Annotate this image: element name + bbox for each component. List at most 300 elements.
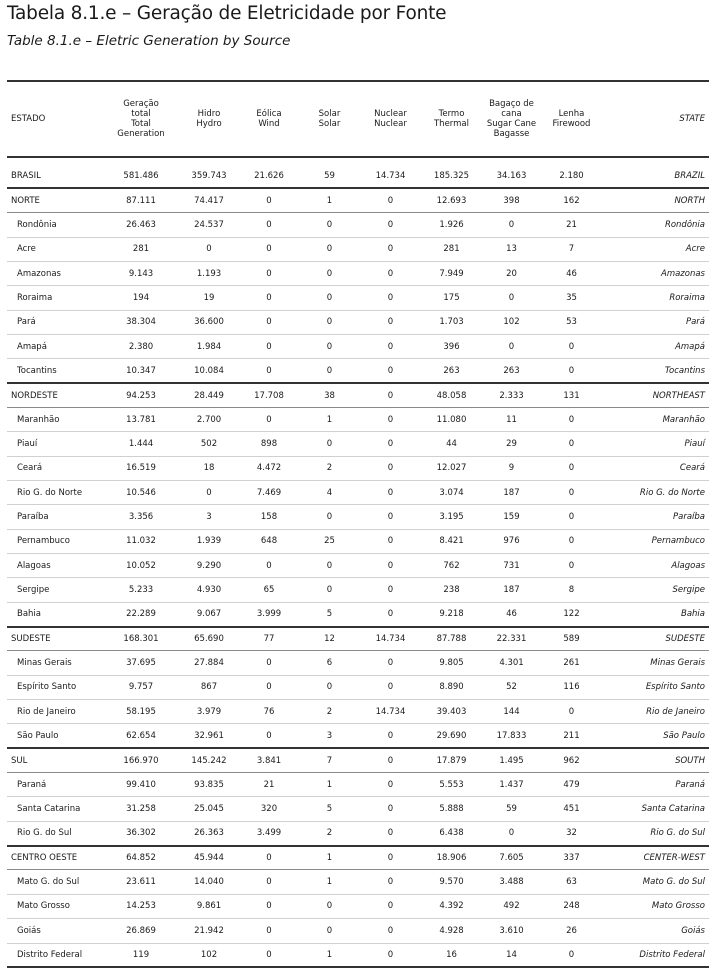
- header-thermal: Termo Thermal: [433, 109, 469, 129]
- cell-firewood: 0: [568, 536, 575, 547]
- cell-pt: Minas Gerais: [17, 658, 72, 669]
- cell-en: Amazonas: [661, 268, 705, 279]
- table-row-state: [7, 919, 709, 943]
- cell-hydro: 102: [200, 949, 218, 960]
- cell-en: São Paulo: [663, 730, 705, 741]
- cell-en: Goiás: [681, 925, 705, 936]
- cell-en: NORTHEAST: [652, 390, 705, 401]
- cell-en: Maranhão: [662, 414, 705, 425]
- cell-en: Bahia: [681, 609, 705, 620]
- table-row-region: [7, 627, 709, 651]
- cell-en: Rio G. do Sul: [650, 828, 705, 839]
- cell-en: Tocantins: [664, 365, 705, 376]
- cell-solar: 1: [326, 779, 333, 790]
- cell-thermal: 12.027: [436, 463, 467, 474]
- table-row-state: [7, 359, 709, 383]
- cell-pt: Espírito Santo: [17, 682, 77, 693]
- cell-thermal: 9.805: [439, 658, 464, 669]
- cell-hydro: 502: [200, 438, 218, 449]
- header-state-en: STATE: [679, 114, 705, 124]
- cell-total: 26.869: [126, 925, 156, 936]
- cell-thermal: 263: [443, 365, 460, 376]
- cell-solar: 7: [326, 755, 333, 766]
- cell-wind: 0: [266, 730, 272, 741]
- cell-wind: 0: [266, 365, 272, 376]
- cell-pt: Mato G. do Sul: [17, 877, 80, 888]
- cell-hydro: 32.961: [194, 730, 224, 741]
- cell-nuclear: 0: [387, 853, 394, 864]
- cell-firewood: 451: [563, 804, 580, 815]
- cell-wind: 3.499: [256, 828, 282, 839]
- cell-total: 1.444: [128, 438, 154, 449]
- cell-solar: 1: [326, 195, 333, 206]
- cell-wind: 0: [266, 949, 272, 960]
- cell-solar: 5: [326, 609, 333, 620]
- cell-thermal: 3.195: [439, 511, 464, 522]
- cell-thermal: 18.906: [436, 853, 467, 864]
- cell-wind: 0: [266, 658, 272, 669]
- cell-bagasse: 59: [506, 804, 517, 815]
- cell-wind: 0: [266, 195, 272, 206]
- cell-total: 26.463: [126, 219, 156, 230]
- cell-solar: 59: [324, 170, 335, 181]
- cell-thermal: 4.392: [439, 901, 464, 912]
- cell-nuclear: 0: [387, 511, 394, 522]
- cell-total: 3.356: [128, 511, 154, 522]
- cell-thermal: 396: [443, 341, 460, 352]
- cell-bagasse: 187: [503, 585, 520, 596]
- cell-pt: São Paulo: [17, 730, 59, 741]
- cell-pt: Rio G. do Norte: [17, 487, 83, 498]
- cell-pt: Amazonas: [17, 268, 61, 279]
- cell-nuclear: 0: [387, 730, 394, 741]
- cell-nuclear: 0: [387, 755, 394, 766]
- cell-bagasse: 1.495: [499, 755, 524, 766]
- cell-total: 10.546: [126, 487, 156, 498]
- cell-pt: Paraná: [17, 779, 47, 790]
- cell-pt: Pará: [17, 317, 36, 328]
- cell-pt: Amapá: [17, 341, 47, 352]
- cell-pt: Goiás: [17, 925, 41, 936]
- cell-firewood: 261: [563, 658, 580, 669]
- cell-hydro: 28.449: [194, 390, 224, 401]
- cell-thermal: 5.888: [439, 804, 464, 815]
- cell-thermal: 8.890: [439, 682, 464, 693]
- table-row-state: [7, 529, 709, 553]
- table-row-state: [7, 943, 709, 967]
- cell-hydro: 74.417: [194, 195, 224, 206]
- cell-hydro: 27.884: [194, 658, 224, 669]
- cell-thermal: 9.218: [439, 609, 464, 620]
- table-row-state: [7, 675, 709, 699]
- cell-pt: Piauí: [17, 438, 38, 449]
- cell-thermal: 175: [443, 292, 460, 303]
- page-title: Tabela 8.1.e – Geração de Eletricidade por Fonte: [7, 3, 447, 24]
- cell-thermal: 29.690: [436, 730, 467, 741]
- cell-hydro: 0: [206, 487, 212, 498]
- cell-total: 94.253: [126, 390, 156, 401]
- header-bagasse: Bagaço de cana Sugar Cane Bagasse: [486, 99, 537, 139]
- table-body: [7, 157, 709, 967]
- cell-en: Rio G. do Norte: [639, 487, 705, 498]
- cell-thermal: 17.879: [436, 755, 467, 766]
- table-row-state: [7, 578, 709, 602]
- cell-bagasse: 34.163: [496, 170, 527, 181]
- cell-en: Mato Grosso: [651, 901, 705, 912]
- cell-thermal: 1.926: [439, 219, 464, 230]
- cell-firewood: 962: [563, 755, 580, 766]
- cell-solar: 4: [326, 487, 333, 498]
- cell-bagasse: 13: [506, 244, 517, 255]
- cell-firewood: 35: [566, 292, 577, 303]
- cell-bagasse: 1.437: [499, 779, 524, 790]
- header-solar: Solar Solar: [318, 109, 341, 129]
- cell-bagasse: 976: [503, 536, 520, 547]
- cell-total: 38.304: [126, 317, 156, 328]
- cell-bagasse: 0: [508, 341, 515, 352]
- cell-wind: 17.708: [254, 390, 284, 401]
- cell-pt: Santa Catarina: [17, 804, 81, 815]
- cell-pt: Acre: [17, 244, 36, 255]
- cell-en: BRAZIL: [674, 170, 705, 181]
- cell-en: Distrito Federal: [639, 949, 705, 960]
- cell-total: 99.410: [126, 779, 156, 790]
- cell-bagasse: 46: [506, 609, 517, 620]
- table-row-state: [7, 310, 709, 334]
- cell-bagasse: 0: [508, 828, 515, 839]
- cell-total: 10.347: [126, 365, 156, 376]
- cell-wind: 21: [263, 779, 275, 790]
- cell-nuclear: 0: [387, 317, 394, 328]
- table-row-state: [7, 237, 709, 261]
- cell-thermal: 39.403: [436, 706, 467, 717]
- cell-thermal: 185.325: [433, 170, 470, 181]
- cell-en: Amapá: [675, 341, 705, 352]
- cell-wind: 0: [266, 853, 272, 864]
- cell-firewood: 21: [566, 219, 577, 230]
- cell-pt: Roraima: [17, 292, 53, 303]
- cell-hydro: 4.930: [196, 585, 222, 596]
- cell-bagasse: 17.833: [496, 730, 527, 741]
- cell-thermal: 238: [443, 585, 460, 596]
- cell-en: CENTER-WEST: [643, 853, 705, 864]
- cell-firewood: 46: [566, 268, 577, 279]
- cell-en: Rondônia: [664, 219, 705, 230]
- table-row-state: [7, 651, 709, 675]
- cell-en: Minas Gerais: [650, 658, 705, 669]
- cell-total: 22.289: [126, 609, 156, 620]
- cell-en: Sergipe: [672, 585, 705, 596]
- cell-total: 13.781: [126, 414, 156, 425]
- cell-wind: 0: [266, 292, 272, 303]
- cell-solar: 0: [326, 925, 333, 936]
- table-row-state: [7, 456, 709, 480]
- cell-thermal: 11.080: [436, 414, 467, 425]
- table-row-state: [7, 286, 709, 310]
- cell-wind: 76: [263, 706, 275, 717]
- cell-hydro: 93.835: [194, 779, 224, 790]
- cell-nuclear: 0: [387, 244, 394, 255]
- cell-en: SUDESTE: [665, 633, 705, 644]
- cell-en: SOUTH: [675, 755, 705, 766]
- cell-hydro: 145.242: [191, 755, 227, 766]
- cell-hydro: 9.067: [196, 609, 222, 620]
- cell-thermal: 3.074: [439, 487, 464, 498]
- cell-hydro: 1.984: [196, 341, 222, 352]
- cell-thermal: 44: [446, 438, 457, 449]
- cell-wind: 0: [266, 341, 272, 352]
- cell-pt: Maranhão: [17, 414, 60, 425]
- cell-en: Paraíba: [672, 511, 705, 522]
- header-total: Geração total Total Generation: [117, 99, 165, 139]
- cell-pt: Sergipe: [17, 585, 50, 596]
- cell-nuclear: 0: [387, 925, 394, 936]
- cell-total: 62.654: [126, 730, 156, 741]
- cell-bagasse: 14: [506, 949, 517, 960]
- cell-bagasse: 102: [503, 317, 520, 328]
- table-row-state: [7, 773, 709, 797]
- header-spacer: [7, 157, 709, 164]
- page-subtitle: Table 8.1.e – Eletric Generation by Source: [7, 33, 291, 49]
- cell-solar: 1: [326, 414, 333, 425]
- cell-hydro: 24.537: [194, 219, 224, 230]
- cell-hydro: 1.193: [196, 268, 222, 279]
- cell-wind: 0: [266, 901, 272, 912]
- cell-nuclear: 0: [387, 463, 394, 474]
- cell-bagasse: 398: [503, 195, 520, 206]
- table-row-total: [7, 164, 709, 188]
- cell-nuclear: 0: [387, 414, 394, 425]
- cell-pt: Rondônia: [17, 219, 57, 230]
- cell-firewood: 0: [568, 463, 575, 474]
- cell-total: 168.301: [123, 633, 159, 644]
- cell-total: 11.032: [126, 536, 156, 547]
- cell-nuclear: 0: [387, 877, 394, 888]
- cell-nuclear: 0: [387, 682, 394, 693]
- table-row-state: [7, 432, 709, 456]
- cell-pt: Rio de Janeiro: [17, 706, 76, 717]
- table-row-region: [7, 383, 709, 407]
- header-nuclear: Nuclear Nuclear: [374, 109, 407, 129]
- cell-total: 87.111: [126, 195, 156, 206]
- cell-hydro: 0: [206, 244, 212, 255]
- cell-firewood: 32: [566, 828, 577, 839]
- cell-firewood: 0: [568, 706, 575, 717]
- cell-pt: Rio G. do Sul: [17, 828, 72, 839]
- cell-thermal: 4.928: [439, 925, 464, 936]
- cell-hydro: 65.690: [194, 633, 224, 644]
- cell-wind: 0: [266, 268, 272, 279]
- cell-solar: 0: [326, 901, 333, 912]
- cell-bagasse: 0: [508, 292, 515, 303]
- cell-firewood: 0: [568, 949, 575, 960]
- cell-thermal: 5.553: [439, 779, 464, 790]
- cell-bagasse: 2.333: [499, 390, 524, 401]
- cell-nuclear: 0: [387, 609, 394, 620]
- cell-nuclear: 0: [387, 195, 394, 206]
- cell-firewood: 0: [568, 560, 575, 571]
- cell-wind: 0: [266, 317, 272, 328]
- cell-firewood: 8: [568, 585, 575, 596]
- cell-firewood: 0: [568, 414, 575, 425]
- cell-firewood: 53: [566, 317, 577, 328]
- table-row-state: [7, 480, 709, 504]
- cell-pt: NORDESTE: [11, 390, 58, 401]
- table-row-state: [7, 407, 709, 431]
- cell-nuclear: 0: [387, 804, 394, 815]
- cell-wind: 4.472: [256, 463, 282, 474]
- cell-firewood: 0: [568, 511, 575, 522]
- cell-thermal: 281: [443, 244, 460, 255]
- table-row-state: [7, 261, 709, 285]
- cell-nuclear: 0: [387, 828, 394, 839]
- cell-wind: 77: [263, 633, 275, 644]
- header-hydro: Hidro Hydro: [196, 109, 222, 129]
- cell-total: 9.143: [128, 268, 154, 279]
- cell-total: 16.519: [126, 463, 156, 474]
- cell-thermal: 1.703: [439, 317, 464, 328]
- cell-bagasse: 9: [508, 463, 515, 474]
- cell-pt: Bahia: [17, 609, 41, 620]
- table-row-state: [7, 213, 709, 237]
- table-row-state: [7, 602, 709, 626]
- cell-solar: 0: [326, 560, 333, 571]
- table-row-state: [7, 554, 709, 578]
- cell-bagasse: 3.610: [499, 925, 524, 936]
- cell-hydro: 1.939: [196, 536, 222, 547]
- table-row-region: [7, 188, 709, 212]
- table-row-region: [7, 748, 709, 772]
- cell-total: 2.380: [128, 341, 154, 352]
- cell-firewood: 0: [568, 487, 575, 498]
- cell-solar: 0: [326, 317, 333, 328]
- cell-solar: 12: [324, 633, 335, 644]
- cell-nuclear: 0: [387, 390, 394, 401]
- cell-pt: Pernambuco: [17, 536, 70, 547]
- cell-pt: Alagoas: [17, 560, 51, 571]
- cell-en: Santa Catarina: [641, 804, 705, 815]
- cell-wind: 3.841: [256, 755, 282, 766]
- cell-firewood: 131: [563, 390, 580, 401]
- cell-bagasse: 11: [506, 414, 517, 425]
- cell-pt: NORTE: [11, 195, 40, 206]
- table-row-state: [7, 894, 709, 918]
- cell-solar: 0: [326, 268, 333, 279]
- cell-total: 10.052: [126, 560, 156, 571]
- cell-nuclear: 0: [387, 779, 394, 790]
- table-row-state: [7, 797, 709, 821]
- cell-wind: 158: [260, 511, 278, 522]
- table-header-row: [7, 81, 709, 157]
- header-state-pt: ESTADO: [11, 114, 46, 124]
- cell-total: 194: [132, 292, 150, 303]
- cell-nuclear: 0: [387, 560, 394, 571]
- cell-total: 36.302: [126, 828, 156, 839]
- cell-en: Ceará: [679, 463, 705, 474]
- cell-solar: 0: [326, 438, 333, 449]
- cell-total: 581.486: [123, 170, 159, 181]
- cell-pt: Tocantins: [17, 365, 57, 376]
- cell-total: 64.852: [126, 853, 156, 864]
- cell-hydro: 45.944: [194, 853, 224, 864]
- cell-solar: 2: [326, 706, 333, 717]
- cell-en: Roraima: [669, 292, 705, 303]
- cell-solar: 0: [326, 511, 333, 522]
- cell-firewood: 211: [563, 730, 580, 741]
- cell-hydro: 9.861: [196, 901, 222, 912]
- cell-thermal: 762: [443, 560, 460, 571]
- cell-bagasse: 159: [503, 511, 520, 522]
- cell-solar: 1: [326, 853, 333, 864]
- cell-thermal: 9.570: [439, 877, 464, 888]
- cell-thermal: 12.693: [436, 195, 467, 206]
- cell-hydro: 26.363: [194, 828, 224, 839]
- cell-solar: 25: [324, 536, 335, 547]
- table-row-region: [7, 846, 709, 870]
- cell-bagasse: 731: [503, 560, 520, 571]
- cell-firewood: 116: [563, 682, 580, 693]
- cell-wind: 898: [260, 438, 278, 449]
- cell-bagasse: 263: [503, 365, 520, 376]
- cell-solar: 3: [326, 730, 333, 741]
- cell-wind: 0: [266, 877, 272, 888]
- cell-hydro: 359.743: [191, 170, 227, 181]
- cell-total: 281: [132, 244, 150, 255]
- cell-nuclear: 0: [387, 949, 394, 960]
- cell-total: 23.611: [126, 877, 156, 888]
- cell-solar: 0: [326, 219, 333, 230]
- cell-hydro: 21.942: [194, 925, 224, 936]
- cell-nuclear: 0: [387, 585, 394, 596]
- cell-total: 14.253: [126, 901, 156, 912]
- cell-en: Pernambuco: [651, 536, 705, 547]
- header-wind: Eólica Wind: [256, 109, 282, 129]
- cell-solar: 0: [326, 365, 333, 376]
- cell-hydro: 18: [203, 463, 215, 474]
- cell-nuclear: 0: [387, 487, 394, 498]
- cell-wind: 0: [266, 244, 272, 255]
- cell-nuclear: 0: [387, 292, 394, 303]
- cell-thermal: 87.788: [436, 633, 467, 644]
- cell-thermal: 8.421: [439, 536, 464, 547]
- cell-solar: 6: [326, 658, 333, 669]
- cell-pt: BRASIL: [11, 170, 41, 181]
- cell-bagasse: 52: [506, 682, 517, 693]
- cell-pt: Distrito Federal: [17, 949, 83, 960]
- cell-en: Pará: [685, 317, 705, 328]
- cell-solar: 0: [326, 292, 333, 303]
- cell-nuclear: 0: [387, 658, 394, 669]
- cell-bagasse: 4.301: [499, 658, 524, 669]
- cell-wind: 65: [263, 585, 275, 596]
- cell-pt: Paraíba: [17, 511, 49, 522]
- cell-solar: 1: [326, 949, 333, 960]
- cell-hydro: 14.040: [194, 877, 224, 888]
- cell-en: Alagoas: [671, 560, 705, 571]
- cell-pt: Ceará: [17, 463, 43, 474]
- cell-total: 166.970: [123, 755, 159, 766]
- cell-solar: 1: [326, 877, 333, 888]
- cell-nuclear: 0: [387, 536, 394, 547]
- generation-table: [7, 80, 709, 968]
- cell-solar: 0: [326, 244, 333, 255]
- cell-total: 119: [132, 949, 150, 960]
- cell-wind: 0: [266, 219, 272, 230]
- cell-en: NORTH: [674, 195, 705, 206]
- cell-bagasse: 187: [503, 487, 520, 498]
- cell-wind: 0: [266, 414, 272, 425]
- cell-thermal: 16: [446, 949, 457, 960]
